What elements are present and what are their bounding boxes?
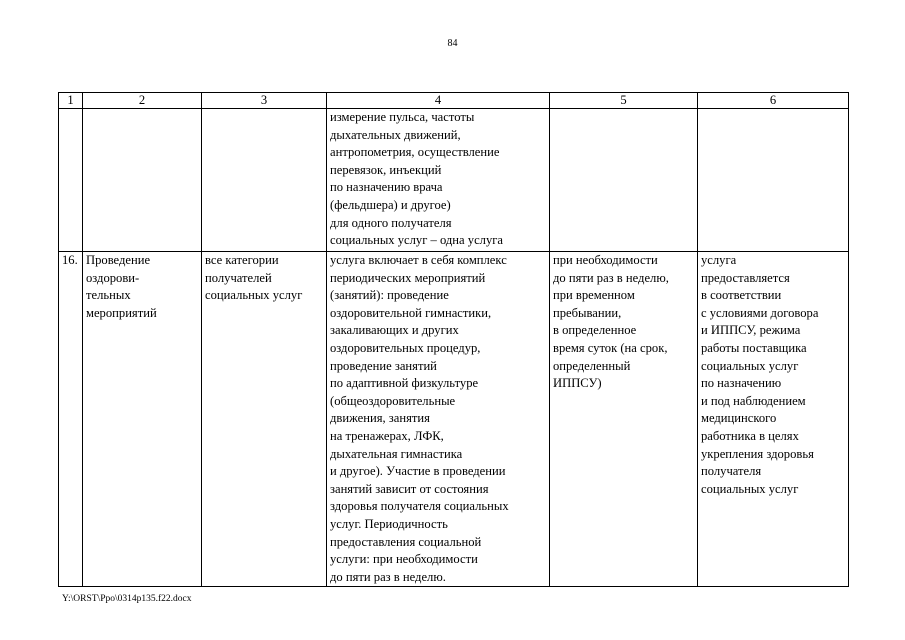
- header-cell: 6: [698, 93, 849, 109]
- recipients-cell: [202, 109, 327, 252]
- table-row: [59, 109, 849, 252]
- header-cell: 1: [59, 93, 83, 109]
- row-number-cell: 16.: [59, 252, 83, 587]
- recipients-cell: все категории получателей социальных услуг: [202, 252, 327, 587]
- header-cell: 2: [83, 93, 202, 109]
- services-table: [58, 92, 849, 587]
- frequency-cell: [550, 109, 698, 252]
- conditions-cell: [698, 109, 849, 252]
- description-cell: измерение пульса, частоты дыхательных движений, антропометрия, осуществление перевязок, инъекций по назначению врача (фельдшера) и другое) для одного получателя социальных услуг – одна услуга: [327, 109, 550, 252]
- frequency-cell: при необходимости до пяти раз в неделю, при временном пребывании, в определенное время суток (на срок, определенный ИППСУ): [550, 252, 698, 587]
- service-name-cell: [83, 109, 202, 252]
- description-cell: услуга включает в себя комплекс периодических мероприятий (занятий): проведение оздоровительной гимнастики, закаливающих и других оздоровительных процедур, проведение занятий по адаптивной физкультуре (общеоздоровительные движения, занятия на тренажерах, ЛФК, дыхательная гимнастика и другое). Участие в проведении занятий зависит от состояния здоровья получателя социальных услуг. Периодичность предоставления социальной услуги: при необходимости до пяти раз в неделю.: [327, 252, 550, 587]
- header-cell: 4: [327, 93, 550, 109]
- table-header-row: [59, 93, 849, 109]
- header-cell: 3: [202, 93, 327, 109]
- header-cell: 5: [550, 93, 698, 109]
- conditions-cell: услуга предоставляется в соответствии с условиями договора и ИППСУ, режима работы поставщика социальных услуг по назначению и под наблюдением медицинского работника в целях укрепления здоровья получателя социальных услуг: [698, 252, 849, 587]
- service-name-cell: Проведение оздорови- тельных мероприятий: [83, 252, 202, 587]
- table-row: [59, 252, 849, 587]
- file-path-footer: Y:\ORST\Ppo\0314p135.f22.docx: [62, 594, 192, 604]
- row-number-cell: [59, 109, 83, 252]
- page-number: 84: [447, 38, 458, 49]
